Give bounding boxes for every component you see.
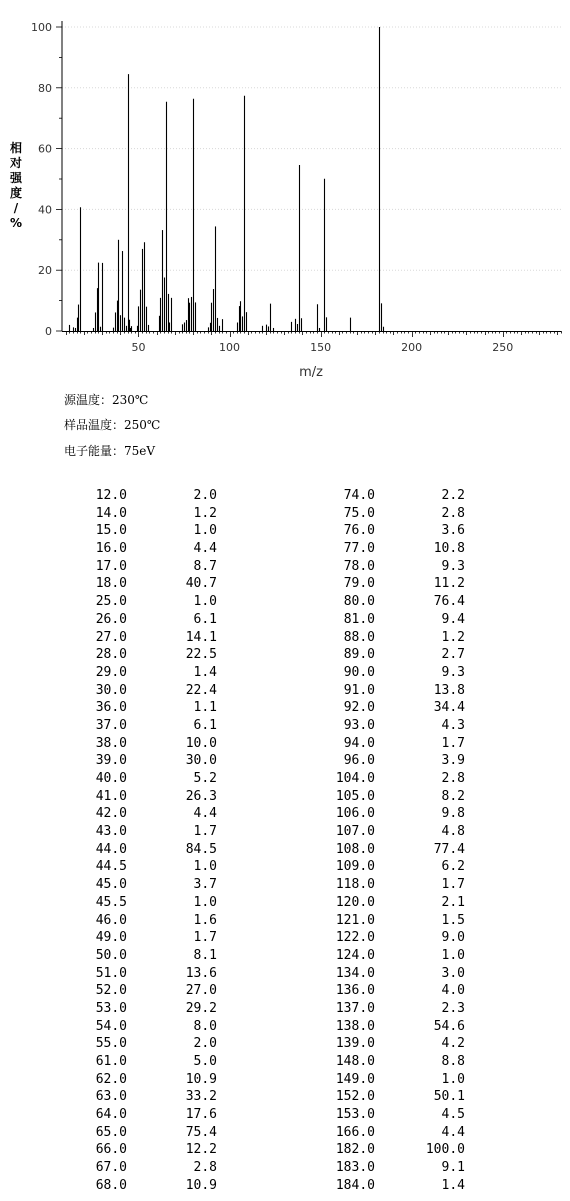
x-tick-label: 250 [492, 341, 514, 354]
mz-value: 105.0 [335, 788, 375, 804]
peak-table-left [82, 487, 217, 1195]
intensity-value: 5.0 [193, 1054, 217, 1069]
intensity-value: 4.4 [441, 1124, 465, 1140]
intensity-value: 9.3 [441, 664, 465, 680]
mz-value: 39.0 [95, 753, 127, 769]
intensity-value: 2.2 [441, 488, 465, 503]
table-row [330, 965, 465, 983]
intensity-value: 12.2 [185, 1142, 217, 1158]
electron-energy: 电子能量：75eV [64, 444, 156, 458]
intensity-value: 3.7 [193, 877, 217, 893]
mz-value: 51.0 [95, 965, 127, 981]
mz-value: 93.0 [343, 717, 375, 733]
intensity-value: 2.3 [441, 1000, 465, 1016]
mz-value: 50.0 [95, 947, 127, 963]
table-row [82, 841, 217, 859]
mz-value: 121.0 [335, 912, 375, 928]
table-row [82, 646, 217, 664]
table-row [82, 965, 217, 983]
intensity-value: 34.4 [433, 700, 465, 716]
intensity-value: 27.0 [185, 983, 217, 999]
table-row [330, 1053, 465, 1071]
mz-value: 44.0 [95, 841, 127, 857]
intensity-value: 3.0 [441, 965, 465, 981]
table-row [330, 912, 465, 930]
x-tick-label: 50 [131, 341, 146, 354]
intensity-value: 10.8 [433, 541, 465, 557]
mz-value: 136.0 [335, 983, 375, 999]
table-row [330, 876, 465, 894]
table-row [82, 575, 217, 593]
mz-value: 66.0 [95, 1142, 127, 1158]
table-row [330, 982, 465, 1000]
mz-value: 80.0 [343, 594, 375, 610]
mz-value: 25.0 [95, 594, 127, 610]
table-row [82, 1106, 217, 1124]
intensity-value: 1.0 [441, 947, 465, 963]
intensity-value: 1.0 [193, 859, 217, 875]
intensity-value: 2.0 [193, 488, 217, 503]
table-row [82, 1000, 217, 1018]
mz-value: 26.0 [95, 611, 127, 627]
table-row [330, 1124, 465, 1142]
table-row [82, 894, 217, 912]
table-row [82, 982, 217, 1000]
mz-value: 53.0 [95, 1000, 127, 1016]
mz-value: 76.0 [343, 523, 375, 539]
table-row [330, 823, 465, 841]
mz-value: 17.0 [95, 558, 127, 574]
intensity-value: 1.0 [193, 594, 217, 610]
mz-value: 183.0 [335, 1160, 375, 1176]
mz-value: 78.0 [343, 558, 375, 574]
table-row [82, 912, 217, 930]
table-row [82, 1071, 217, 1089]
table-row [330, 699, 465, 717]
intensity-value: 26.3 [185, 788, 217, 804]
table-row [82, 699, 217, 717]
mz-value: 55.0 [95, 1036, 127, 1052]
table-row [82, 522, 217, 540]
mz-value: 138.0 [335, 1018, 375, 1034]
mz-value: 81.0 [343, 611, 375, 627]
table-row [330, 593, 465, 611]
mz-value: 63.0 [95, 1089, 127, 1105]
intensity-value: 1.0 [193, 894, 217, 910]
mz-value: 44.5 [95, 859, 127, 875]
intensity-value: 8.8 [441, 1054, 465, 1069]
mz-value: 94.0 [343, 735, 375, 751]
table-row [330, 664, 465, 682]
intensity-value: 14.1 [185, 629, 217, 645]
table-row [82, 823, 217, 841]
intensity-value: 77.4 [433, 841, 465, 857]
intensity-value: 40.7 [185, 576, 217, 592]
mz-value: 92.0 [343, 700, 375, 716]
mass-spectrum-chart [0, 0, 570, 385]
source-temperature: 源温度：230℃ [64, 393, 149, 407]
table-row [330, 1141, 465, 1159]
intensity-value: 3.6 [441, 523, 465, 539]
mz-value: 107.0 [335, 824, 375, 840]
intensity-value: 4.0 [441, 983, 465, 999]
mz-value: 77.0 [343, 541, 375, 557]
table-row [82, 1018, 217, 1036]
table-row [82, 664, 217, 682]
sample-temperature: 样品温度：250℃ [64, 418, 161, 432]
mz-value: 74.0 [343, 488, 375, 503]
intensity-value: 100.0 [425, 1142, 465, 1158]
table-row [330, 894, 465, 912]
intensity-value: 2.1 [441, 894, 465, 910]
peak-table-right [330, 487, 465, 1195]
mz-value: 16.0 [95, 541, 127, 557]
mz-value: 46.0 [95, 912, 127, 928]
table-row [82, 1035, 217, 1053]
intensity-value: 1.6 [193, 912, 217, 928]
table-row [82, 947, 217, 965]
mz-value: 37.0 [95, 717, 127, 733]
mz-value: 65.0 [95, 1124, 127, 1140]
intensity-value: 17.6 [185, 1107, 217, 1123]
mz-value: 96.0 [343, 753, 375, 769]
mz-value: 62.0 [95, 1071, 127, 1087]
intensity-value: 10.9 [185, 1177, 217, 1193]
intensity-value: 2.7 [441, 647, 465, 663]
mz-value: 118.0 [335, 877, 375, 893]
intensity-value: 1.0 [441, 1071, 465, 1087]
mz-value: 166.0 [335, 1124, 375, 1140]
table-row [330, 929, 465, 947]
mz-value: 75.0 [343, 505, 375, 521]
mz-value: 89.0 [343, 647, 375, 663]
table-row [82, 1053, 217, 1071]
table-row [330, 1106, 465, 1124]
intensity-value: 1.7 [193, 930, 217, 946]
intensity-value: 76.4 [433, 594, 465, 610]
intensity-value: 9.8 [441, 806, 465, 822]
mz-value: 152.0 [335, 1089, 375, 1105]
mz-value: 104.0 [335, 771, 375, 786]
mz-value: 90.0 [343, 664, 375, 680]
table-row [82, 487, 217, 505]
intensity-value: 2.8 [441, 771, 465, 786]
mz-value: 49.0 [95, 930, 127, 946]
table-row [82, 788, 217, 806]
table-row [330, 947, 465, 965]
table-row [82, 735, 217, 753]
intensity-value: 6.1 [193, 717, 217, 733]
intensity-value: 6.1 [193, 611, 217, 627]
intensity-value: 1.2 [193, 505, 217, 521]
mz-value: 45.5 [95, 894, 127, 910]
intensity-value: 22.4 [185, 682, 217, 698]
y-tick-label: 80 [38, 81, 52, 95]
intensity-value: 10.0 [185, 735, 217, 751]
intensity-value: 9.4 [441, 611, 465, 627]
table-row [330, 1018, 465, 1036]
table-row [330, 611, 465, 629]
mz-value: 40.0 [95, 771, 127, 786]
table-row [82, 876, 217, 894]
mz-value: 91.0 [343, 682, 375, 698]
mz-value: 139.0 [335, 1036, 375, 1052]
table-row [330, 752, 465, 770]
mz-value: 54.0 [95, 1018, 127, 1034]
table-row [82, 505, 217, 523]
intensity-value: 8.1 [193, 947, 217, 963]
table-row [330, 788, 465, 806]
intensity-value: 1.4 [193, 664, 217, 680]
intensity-value: 9.0 [441, 930, 465, 946]
intensity-value: 6.2 [441, 859, 465, 875]
intensity-value: 50.1 [433, 1089, 465, 1105]
table-row [82, 752, 217, 770]
intensity-value: 10.9 [185, 1071, 217, 1087]
mz-value: 14.0 [95, 505, 127, 521]
mz-value: 45.0 [95, 877, 127, 893]
intensity-value: 4.5 [441, 1107, 465, 1123]
table-row [330, 646, 465, 664]
mz-value: 134.0 [335, 965, 375, 981]
table-row [82, 770, 217, 788]
mz-value: 79.0 [343, 576, 375, 592]
table-row [82, 929, 217, 947]
intensity-value: 4.2 [441, 1036, 465, 1052]
intensity-value: 1.1 [193, 700, 217, 716]
mz-value: 67.0 [95, 1160, 127, 1176]
table-row [330, 735, 465, 753]
intensity-value: 22.5 [185, 647, 217, 663]
x-tick-label: 200 [401, 341, 423, 354]
mz-value: 30.0 [95, 682, 127, 698]
intensity-value: 1.4 [441, 1177, 465, 1193]
mz-value: 42.0 [95, 806, 127, 822]
intensity-value: 5.2 [193, 771, 217, 786]
table-row [82, 1159, 217, 1177]
intensity-value: 2.0 [193, 1036, 217, 1052]
intensity-value: 1.5 [441, 912, 465, 928]
table-row [82, 1124, 217, 1142]
intensity-value: 13.8 [433, 682, 465, 698]
table-row [330, 558, 465, 576]
intensity-value: 75.4 [185, 1124, 217, 1140]
table-row [330, 805, 465, 823]
intensity-value: 4.8 [441, 824, 465, 840]
intensity-value: 8.7 [193, 558, 217, 574]
y-axis-label: 相对强度/ % [9, 141, 23, 230]
mz-value: 29.0 [95, 664, 127, 680]
y-tick-label: 60 [38, 142, 52, 156]
mz-value: 184.0 [335, 1177, 375, 1193]
table-row [330, 487, 465, 505]
intensity-value: 9.1 [441, 1160, 465, 1176]
x-axis-label: m/z [299, 365, 323, 380]
intensity-value: 30.0 [185, 753, 217, 769]
y-tick-label: 20 [38, 264, 52, 278]
mz-value: 28.0 [95, 647, 127, 663]
mz-value: 61.0 [95, 1054, 127, 1069]
intensity-value: 84.5 [185, 841, 217, 857]
intensity-value: 4.4 [193, 541, 217, 557]
mz-value: 124.0 [335, 947, 375, 963]
table-row [330, 1071, 465, 1089]
mz-value: 122.0 [335, 930, 375, 946]
mz-value: 109.0 [335, 859, 375, 875]
table-row [330, 858, 465, 876]
table-row [82, 805, 217, 823]
mz-value: 12.0 [95, 488, 127, 503]
mz-value: 182.0 [335, 1142, 375, 1158]
table-row [330, 1035, 465, 1053]
table-row [330, 575, 465, 593]
intensity-value: 1.7 [441, 877, 465, 893]
table-row [330, 841, 465, 859]
table-row [82, 629, 217, 647]
intensity-value: 1.0 [193, 523, 217, 539]
mz-value: 106.0 [335, 806, 375, 822]
mz-value: 18.0 [95, 576, 127, 592]
table-row [82, 717, 217, 735]
mz-value: 52.0 [95, 983, 127, 999]
x-tick-label: 150 [310, 341, 332, 354]
intensity-value: 11.2 [433, 576, 465, 592]
intensity-value: 1.7 [193, 824, 217, 840]
table-row [330, 1159, 465, 1177]
mz-value: 38.0 [95, 735, 127, 751]
table-row [82, 593, 217, 611]
table-row [330, 682, 465, 700]
intensity-value: 54.6 [433, 1018, 465, 1034]
intensity-value: 3.9 [441, 753, 465, 769]
intensity-value: 8.2 [441, 788, 465, 804]
mz-value: 27.0 [95, 629, 127, 645]
table-row [330, 770, 465, 788]
intensity-value: 4.3 [441, 717, 465, 733]
table-row [330, 629, 465, 647]
intensity-value: 2.8 [193, 1160, 217, 1176]
table-row [82, 611, 217, 629]
table-row [82, 558, 217, 576]
intensity-value: 8.0 [193, 1018, 217, 1034]
table-row [82, 1141, 217, 1159]
table-row [330, 505, 465, 523]
mz-value: 148.0 [335, 1054, 375, 1069]
table-row [82, 540, 217, 558]
mz-value: 153.0 [335, 1107, 375, 1123]
table-row [82, 858, 217, 876]
table-row [330, 717, 465, 735]
intensity-value: 1.2 [441, 629, 465, 645]
table-row [330, 522, 465, 540]
mz-value: 41.0 [95, 788, 127, 804]
intensity-value: 33.2 [185, 1089, 217, 1105]
intensity-value: 29.2 [185, 1000, 217, 1016]
mz-value: 149.0 [335, 1071, 375, 1087]
x-tick-label: 100 [219, 341, 241, 354]
mz-value: 137.0 [335, 1000, 375, 1016]
y-tick-label: 100 [31, 21, 52, 34]
table-row [330, 1177, 465, 1195]
mz-value: 120.0 [335, 894, 375, 910]
table-row [330, 1088, 465, 1106]
mz-value: 68.0 [95, 1177, 127, 1193]
intensity-value: 4.4 [193, 806, 217, 822]
intensity-value: 9.3 [441, 558, 465, 574]
mz-value: 88.0 [343, 629, 375, 645]
intensity-value: 1.7 [441, 735, 465, 751]
table-row [330, 1000, 465, 1018]
mz-value: 108.0 [335, 841, 375, 857]
table-row [82, 1088, 217, 1106]
intensity-value: 13.6 [185, 965, 217, 981]
table-row [330, 540, 465, 558]
intensity-value: 2.8 [441, 505, 465, 521]
y-tick-label: 0 [45, 325, 52, 338]
table-row [82, 682, 217, 700]
mz-value: 15.0 [95, 523, 127, 539]
mz-value: 43.0 [95, 824, 127, 840]
mz-value: 64.0 [95, 1107, 127, 1123]
y-tick-label: 40 [38, 203, 52, 217]
mz-value: 36.0 [95, 700, 127, 716]
table-row [82, 1177, 217, 1195]
